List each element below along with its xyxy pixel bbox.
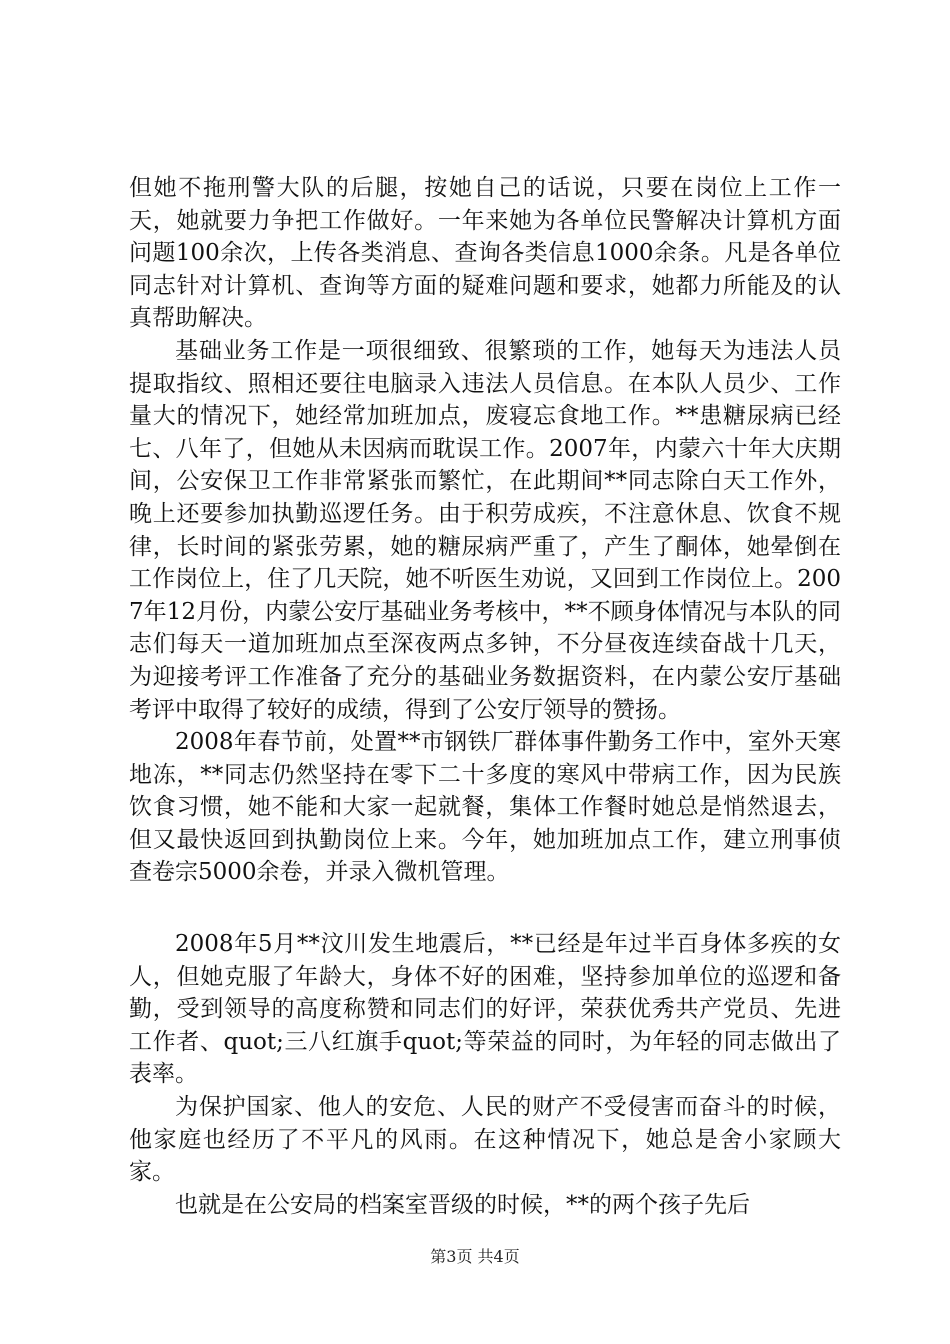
page-footer: 第3页 共4页 [430,1247,520,1266]
document-body [129,172,841,1221]
paragraph-continuation: 但她不拖刑警大队的后腿，按她自己的话说，只要在岗位上工作一天，她就要力争把工作做好。一年来她为各单位民警解决计算机方面问题100余次，上传各类消息、查询各类信息1000余条。凡是各单位同志针对计算机、查询等方面的疑难问题和要求，她都力所能及的认真帮助解决。 [129,175,841,332]
paragraph-spring-festival: 2008年春节前，处置**市钢铁厂群体事件勤务工作中，室外天寒地冻，**同志仍然坚持在零下二十多度的寒风中带病工作，因为民族饮食习惯，她不能和大家一起就餐，集体工作餐时她总是悄然退去，但又最快返回到执勤岗位上来。今年，她加班加点工作，建立刑事侦查卷宗5000余卷，并录入微机管理。 [129,729,841,886]
paragraph-archive: 也就是在公安局的档案室晋级的时候，**的两个孩子先后 [175,1191,750,1218]
paragraph-earthquake: 2008年5月**汶川发生地震后，**已经是年过半百身体多疾的女人，但她克服了年龄大，身体不好的困难，坚持参加单位的巡逻和备勤，受到领导的高度称赞和同志们的好评，荣获优秀共产党员、先进工作者、quot;三八红旗手quot;等荣益的同时，为年轻的同志做出了表率。 [129,931,841,1088]
paragraph-family: 为保护国家、他人的安危、人民的财产不受侵害而奋斗的时候，他家庭也经历了不平凡的风雨。在这种情况下，她总是舍小家顾大家。 [129,1094,841,1186]
paragraph-basic-work: 基础业务工作是一项很细致、很繁琐的工作，她每天为违法人员提取指纹、照相还要往电脑录入违法人员信息。在本队人员少、工作量大的情况下，她经常加班加点，废寝忘食地工作。**患糖尿病已经七、八年了，但她从未因病而耽误工作。2007年，内蒙六十年大庆期间，公安保卫工作非常紧张而繁忙，在此期间**同志除白天工作外，晚上还要参加执勤巡逻任务。由于积劳成疾，不注意休息、饮食不规律，长时间的紧张劳累，她的糖尿病严重了，产生了酮体，她晕倒在工作岗位上，住了几天院，她不听医生劝说，又回到工作岗位上。2007年12月份，内蒙公安厅基础业务考核中，**不顾身体情况与本队的同志们每天一道加班加点至深夜两点多钟，不分昼夜连续奋战十几天，为迎接考评工作准备了充分的基础业务数据资料，在内蒙公安厅基础考评中取得了较好的成绩，得到了公安厅领导的赞扬。 [129,337,841,723]
